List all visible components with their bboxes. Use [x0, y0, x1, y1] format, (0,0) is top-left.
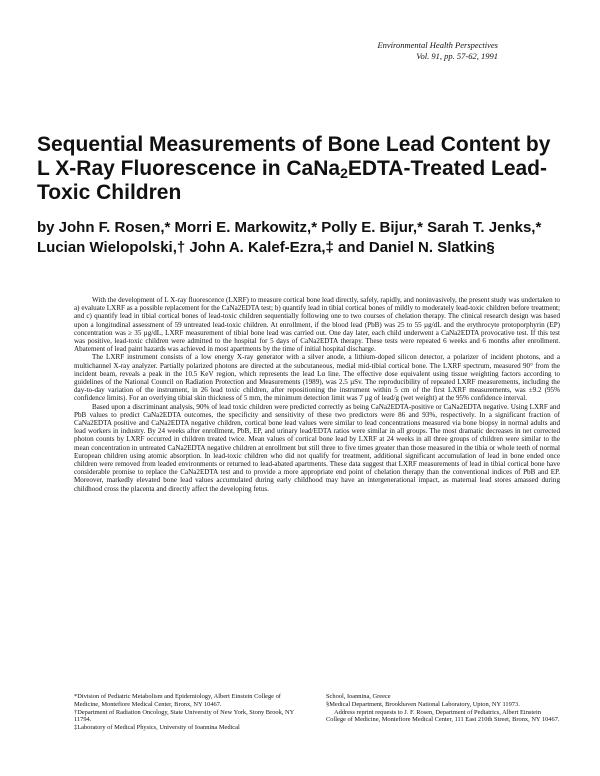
title-subscript: 2 [340, 165, 348, 181]
journal-citation: Vol. 91, pp. 57-62, 1991 [416, 51, 498, 61]
abstract-paragraph: Based upon a discriminant analysis, 90% of lead toxic children were predicted correctly as being CaNa2EDTA-positive or CaNa2EDTA negative. Using LXRF and PbB values to predict CaNa2EDTA outcomes, the specificity and sensitivity of these two predictors were 86 and 93%, respectively. In a significant fraction of CaNa2EDTA positive and CaNa2EDTA negative children, cortical bone lead values were similar to lead concentrations measured via bone biopsy in normal adults and lead workers in industry. By 24 weeks after enrollment, PbB, EP, and urinary lead/EDTA ratios were similar in all groups. The most dramatic decreases in net corrected photon counts by LXRF occurred in children treated twice. Mean values of cortical bone lead by LXRF at 24 weeks in all three groups of children were similar to the mean concentration in untreated CaNa2EDTA negative children at enrollment but still three to five times greater than those measured in the tibia or whole teeth of normal European children using atomic absorption. In lead-toxic children who did not qualify for treatment, additional significant accumulation of lead in bone ended once children were removed from leaded environments or returned to lead-abated apartments. These data suggest that LXRF measurements of lead in tibial cortical bone have considerable promise to replace the CaNa2EDTA test and to provide a more appropriate end point of chelation therapy than the conventional indices of PbB and EP. Moreover, markedly elevated bone lead values accumulated during early childhood may have an intergenerational impact, as maternal lead stores amassed during childhood cross the placenta and directly affect the developing fetus. [74, 402, 560, 493]
footnote: †Department of Radiation Oncology, State University of New York, Stony Brook, NY 11794. [74, 708, 294, 724]
abstract [74, 296, 560, 493]
article-title [37, 133, 557, 205]
journal-header [377, 40, 498, 62]
footnotes [74, 693, 560, 732]
journal-name: Environmental Health Perspectives [377, 40, 498, 50]
abstract-paragraph: With the development of L X-ray fluorescence (LXRF) to measure cortical bone lead directly, safely, rapidly, and noninvasively, the present study was undertaken to a) evaluate LXRF as a possible replacement for the CaNa2EDTA test; b) quantify lead in tibial cortical bones of mildly to moderately lead-toxic children before treatment; and c) quantify lead in tibial cortical bones of lead-toxic children sequentially following one to two courses of chelation therapy. The clinical research design was based upon a longitudinal assessment of 59 untreated lead-toxic children. At enrollment, if the blood lead (PbB) was 25 to 55 µg/dL and the erythrocyte protoporphyrin (EP) concentration was ≥ 35 µg/dL, LXRF measurement of tibial bone lead was carried out. One day later, each child underwent a CaNa2EDTA provocative test. If this test was positive, lead-toxic children were admitted to the hospital for 5 days of CaNa2EDTA therapy. These tests were repeated 6 weeks and 6 months after enrollment. Abatement of lead paint hazards was achieved in most apartments by the time of initial hospital discharge. [74, 296, 560, 354]
footnote: ‡Laboratory of Medical Physics, University of Ioannina Medical [74, 724, 240, 732]
abstract-paragraph: The LXRF instrument consists of a low energy X-ray generator with a silver anode, a lithium-doped silicon detector, a polarizer of incident photons, and a multichannel X-ray analyzer. Partially polarized photons are directed at the subcutaneous, medial mid-tibial cortical bone. The LXRF spectrum, measured 90° from the incident beam, reveals a peak in the 10.5 KeV region, which represents the lead Lα line. The effective dose equivalent using tissue weighting factors according to guidelines of the National Council on Radiation Protection and Measurements (1989), was 2.5 µSv. The reproducibility of repeated LXRF measurements, including the day-to-day variation of the instrument, in 26 lead toxic children, after repositioning the instrument within 5 cm of the first LXRF measurements, was ±9.2 (95% confidence limits). For an overlying tibial skin thickness of 5 mm, the minimum detection limit was 7 µg of lead/g (wet weight) at the 95% confidence interval. [74, 353, 560, 403]
title-part-2: EDTA-Treated Lead-Toxic Children [37, 157, 548, 204]
title-part-1: Sequential Measurements of Bone Lead Content by L X-Ray Fluorescence in CaNa [37, 133, 551, 180]
footnote: §Medical Department, Brookhaven National Laboratory, Upton, NY 11973. [326, 700, 520, 708]
footnote: *Division of Pediatric Metabolism and Epidemiology, Albert Einstein College of Medicine, Montefiore Medical Center, Bronx, NY 10467. [74, 693, 281, 708]
footnote: Address reprint requests to J. F. Rosen, Department of Pediatrics, Albert Einstein College of Medicine, Montefiore Medical Center, 111 East 210th Street, Bronx, NY 10467. [326, 708, 560, 724]
footnotes-left-column [74, 693, 308, 732]
footnotes-right-column [326, 693, 560, 732]
footnote: School, Ioannina, Greece [326, 693, 391, 700]
author-list: by John F. Rosen,* Morri E. Markowitz,* Polly E. Bijur,* Sarah T. Jenks,* Lucian Wielopolski,† John A. Kalef-Ezra,‡ and Daniel N. Slatkin§ [37, 219, 542, 256]
